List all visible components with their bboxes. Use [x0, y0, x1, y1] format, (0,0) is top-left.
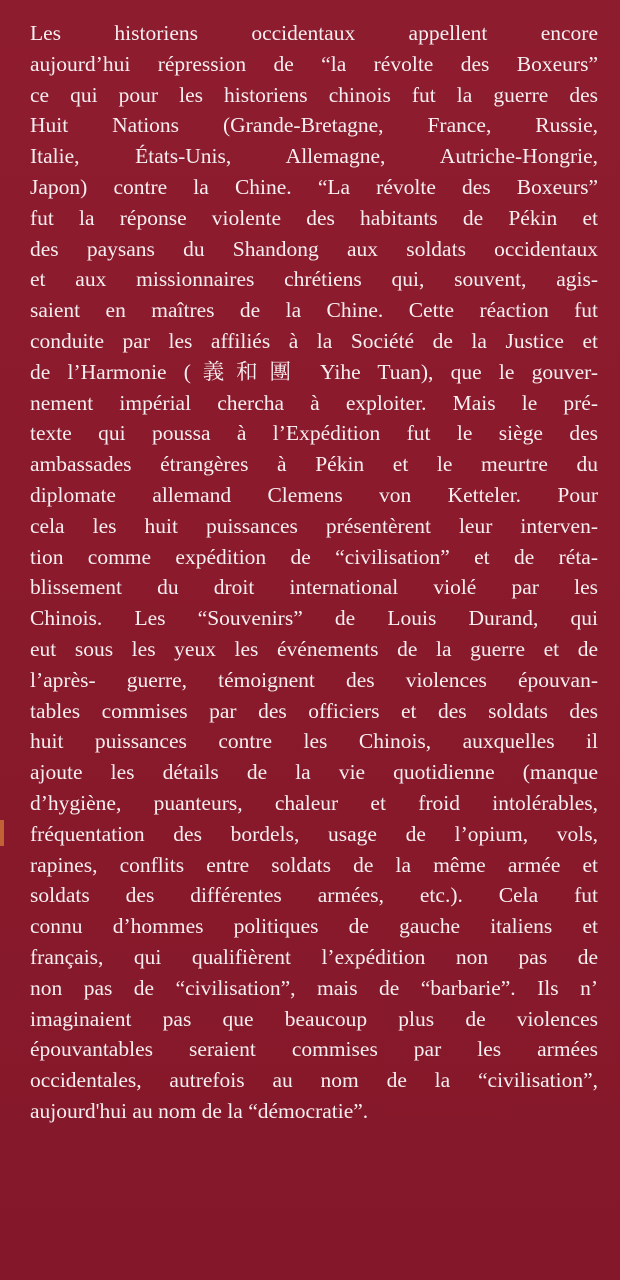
text-line: texte qui poussa à l’Expédition fut le siège des [30, 421, 598, 446]
text-line: soldats des différentes armées, etc.). Cela fut [30, 883, 598, 908]
text-line: non pas de “civilisation”, mais de “barbarie”. Ils n’ [30, 975, 598, 1000]
text-line: ajoute les détails de la vie quotidienne (manque [30, 760, 598, 785]
text-line: ce qui pour les historiens chinois fut la guerre des [30, 82, 598, 107]
text-line: Huit Nations (Grande-Bretagne, France, Russie, [30, 113, 598, 138]
text-line: tables commises par des officiers et des soldats des [30, 698, 598, 723]
text-line: épouvantables seraient commises par les armées [30, 1037, 598, 1062]
text-line: Italie, États-Unis, Allemagne, Autriche-Hongrie, [30, 144, 598, 169]
text-line: connu d’hommes politiques de gauche italiens et [30, 914, 598, 939]
text-line: occidentales, autrefois au nom de la “civilisation”, [30, 1068, 598, 1093]
text-line: de l’Harmonie (義和團 Yihe Tuan), que le gouver- [30, 359, 598, 384]
text-line: diplomate allemand Clemens von Ketteler. Pour [30, 482, 598, 507]
body-paragraph [30, 18, 598, 1127]
text-line: et aux missionnaires chrétiens qui, souvent, agis- [30, 267, 598, 292]
text-line: saient en maîtres de la Chine. Cette réaction fut [30, 298, 598, 323]
text-line: ambassades étrangères à Pékin et le meurtre du [30, 452, 598, 477]
page-edge-mark [0, 820, 4, 846]
text-line: Chinois. Les “Souvenirs” de Louis Durand, qui [30, 606, 598, 631]
text-line: Japon) contre la Chine. “La révolte des Boxeurs” [30, 174, 598, 199]
text-line: cela les huit puissances présentèrent leur interven- [30, 513, 598, 538]
text-line: d’hygiène, puanteurs, chaleur et froid intolérables, [30, 790, 598, 815]
text-line: rapines, conflits entre soldats de la même armée et [30, 852, 598, 877]
text-line: nement impérial chercha à exploiter. Mais le pré- [30, 390, 598, 415]
text-line: français, qui qualifièrent l’expédition non pas de [30, 944, 598, 969]
text-line: des paysans du Shandong aux soldats occidentaux [30, 236, 598, 261]
text-line: imaginaient pas que beaucoup plus de violences [30, 1006, 598, 1031]
text-line: fut la réponse violente des habitants de Pékin et [30, 205, 598, 230]
text-line: l’après- guerre, témoignent des violences épouvan- [30, 667, 598, 692]
text-line: Les historiens occidentaux appellent encore [30, 21, 598, 45]
text-line: conduite par les affiliés à la Société de la Justice et [30, 328, 598, 353]
text-line: blissement du droit international violé par les [30, 575, 598, 600]
text-line: tion comme expédition de “civilisation” et de réta- [30, 544, 598, 569]
text-line: aujourd'hui au nom de la “démocratie”. [30, 1098, 369, 1123]
text-line: aujourd’hui répression de “la révolte des Boxeurs” [30, 51, 598, 76]
text-line: huit puissances contre les Chinois, auxquelles il [30, 729, 598, 754]
text-line: fréquentation des bordels, usage de l’opium, vols, [30, 821, 598, 846]
text-line: eut sous les yeux les événements de la guerre et de [30, 636, 598, 661]
